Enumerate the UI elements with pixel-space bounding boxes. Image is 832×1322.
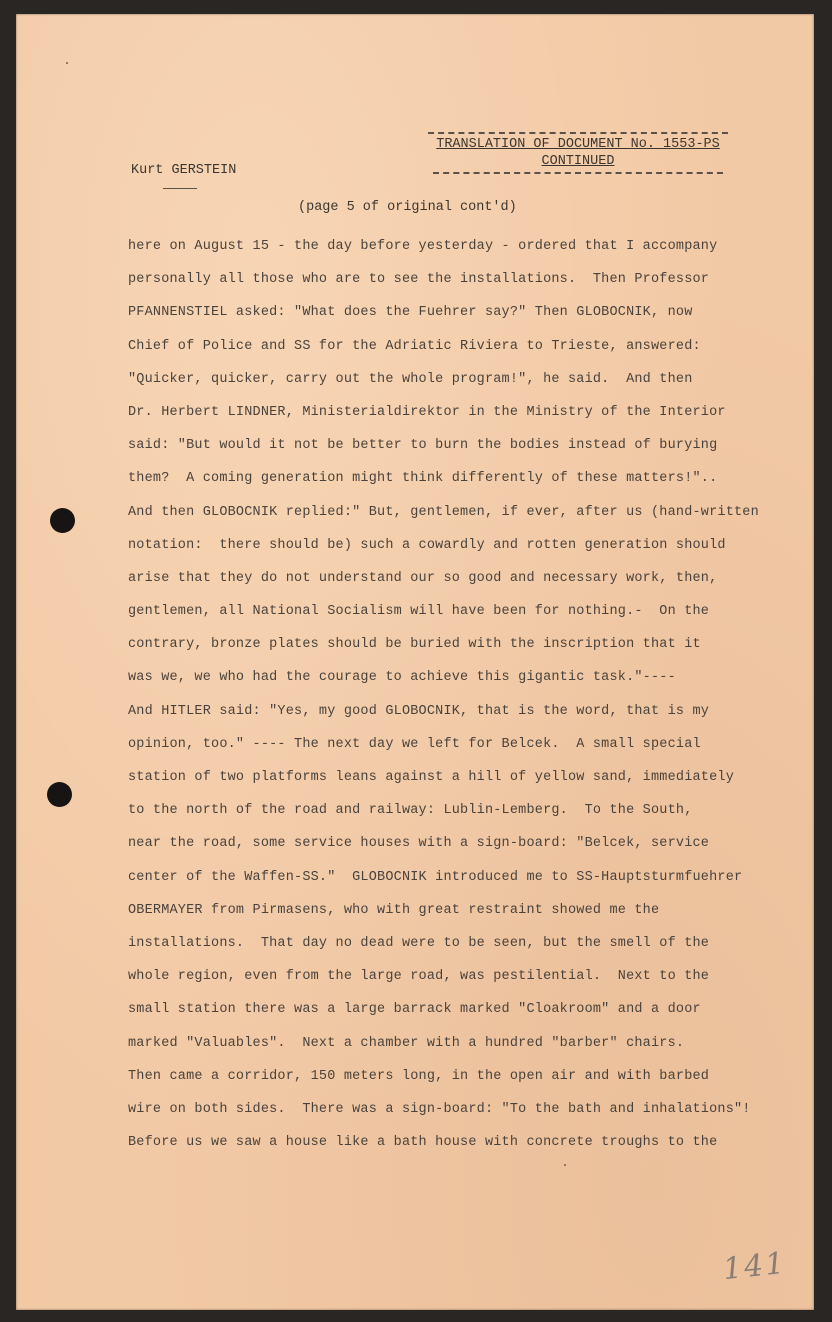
header-top-rule <box>428 132 728 134</box>
text-line: small station there was a large barrack marked "Cloakroom" and a door <box>128 1002 701 1018</box>
text-line: marked "Valuables". Next a chamber with a hundred "barber" chairs. <box>128 1035 685 1051</box>
text-line: them? A coming generation might think differently of these matters!".. <box>128 471 718 487</box>
paper-speck <box>564 1164 566 1166</box>
folio-number: 141 <box>721 1245 788 1288</box>
text-line: Before us we saw a house like a bath house with concrete troughs to the <box>128 1135 718 1151</box>
text-line: Then came a corridor, 150 meters long, in the open air and with barbed <box>128 1068 710 1084</box>
text-line: "Quicker, quicker, carry out the whole program!", he said. And then <box>128 371 693 387</box>
text-line: opinion, too." ---- The next day we left for Belcek. A small special <box>128 736 701 752</box>
text-line: said: "But would it not be better to burn the bodies instead of burying <box>128 438 718 454</box>
text-line: contrary, bronze plates should be buried with the inscription that it <box>128 637 701 653</box>
text-line: OBERMAYER from Pirmasens, who with great restraint showed me the <box>128 902 660 918</box>
page-note: (page 5 of original cont'd) <box>298 200 517 215</box>
text-line: wire on both sides. There was a sign-board: "To the bath and inhalations"! <box>128 1101 751 1117</box>
text-line: whole region, even from the large road, was pestilential. Next to the <box>128 969 710 985</box>
text-line: was we, we who had the courage to achieve this gigantic task."---- <box>128 670 676 686</box>
header-continued: CONTINUED <box>541 154 615 169</box>
paper-speck <box>66 62 68 64</box>
text-line: installations. That day no dead were to be seen, but the smell of the <box>128 935 710 951</box>
author-underline <box>163 188 197 189</box>
header-title: TRANSLATION OF DOCUMENT No. 1553-PS <box>436 137 720 152</box>
body-text <box>128 230 768 1159</box>
text-line: near the road, some service houses with a sign-board: "Belcek, service <box>128 836 710 852</box>
text-line: gentlemen, all National Socialism will have been for nothing.- On the <box>128 604 710 620</box>
text-line: center of the Waffen-SS." GLOBOCNIK introduced me to SS-Hauptsturmfuehrer <box>128 869 743 885</box>
text-line: PFANNENSTIEL asked: "What does the Fuehrer say?" Then GLOBOCNIK, now <box>128 305 693 321</box>
text-line: Chief of Police and SS for the Adriatic Riviera to Trieste, answered: <box>128 338 701 354</box>
document-page <box>16 14 814 1310</box>
text-line: personally all those who are to see the installations. Then Professor <box>128 272 710 288</box>
text-line: to the north of the road and railway: Lublin-Lemberg. To the South, <box>128 803 693 819</box>
text-line: Dr. Herbert LINDNER, Ministerialdirektor in the Ministry of the Interior <box>128 404 726 420</box>
text-line: here on August 15 - the day before yesterday - ordered that I accompany <box>128 239 718 254</box>
header-bottom-rule <box>433 172 723 174</box>
author-name: Kurt GERSTEIN <box>131 163 237 178</box>
document-header <box>428 132 728 174</box>
punch-hole <box>47 782 72 807</box>
text-line: arise that they do not understand our so good and necessary work, then, <box>128 570 718 586</box>
text-line: And HITLER said: "Yes, my good GLOBOCNIK, that is the word, that is my <box>128 703 710 719</box>
text-line: station of two platforms leans against a hill of yellow sand, immediately <box>128 770 734 785</box>
text-line: notation: there should be) such a cowardly and rotten generation should <box>128 537 726 553</box>
punch-hole <box>50 508 75 533</box>
text-line: And then GLOBOCNIK replied:" But, gentlemen, if ever, after us (hand-written <box>128 504 759 520</box>
